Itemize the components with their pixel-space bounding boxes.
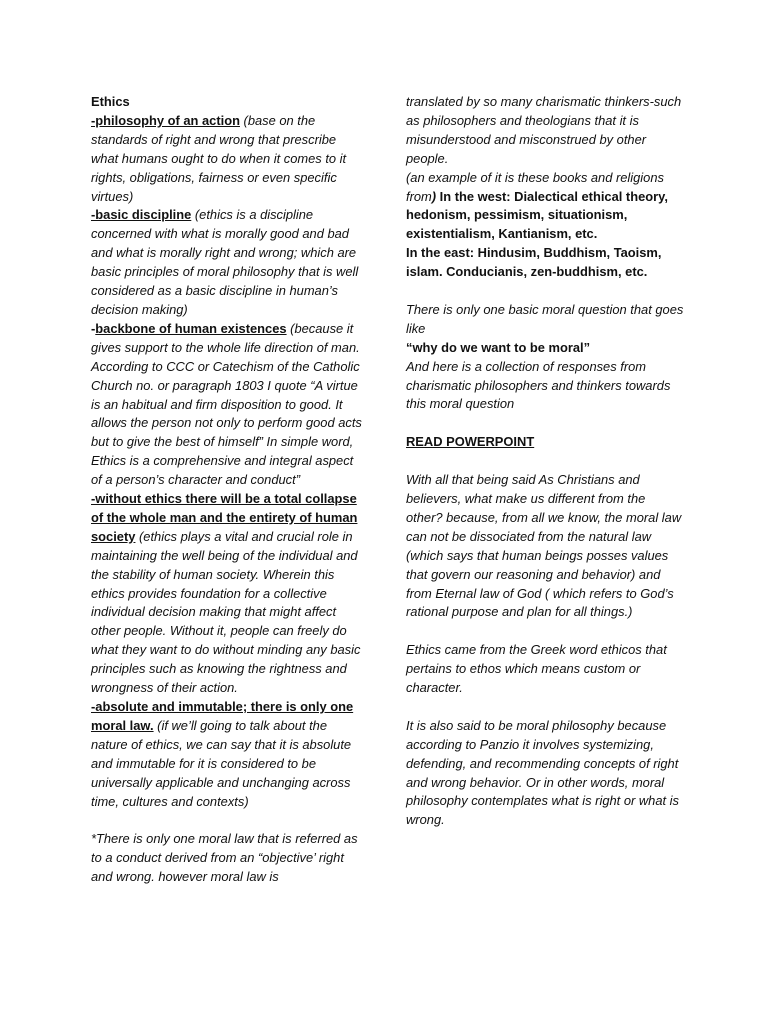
point-text: (because it gives support to the whole life direction of man. According to CCC or Catechism of the Catholic Church no. or paragraph 1803 I quote “A virtue is an habitual and firm disposition to good. It allows the person not only to perform good acts but to give the best of himself” In simple word, Ethics is a comprehensive and integral aspect of a person’s character and conduct” (91, 320, 362, 488)
document-title: Ethics (91, 94, 130, 109)
moral-law-note: *There is only one moral law that is referred as to a conduct derived from an “objective’ right and wrong. however moral law is (91, 831, 358, 885)
question-intro: There is only one basic moral question that goes like (406, 301, 684, 336)
examples-close: ) (431, 188, 437, 204)
examples-intro: (an example of it is these books and religions from (406, 169, 664, 204)
point-heading: -absolute and immutable; there is only one (91, 699, 354, 714)
point-backbone (91, 320, 363, 490)
point-text: (ethics is a discipline concerned with what is morally good and bad and what is morally right and wrong; which are basic principles of moral philosophy that is well considered as a basic discipline in human’s decision making) (91, 207, 359, 317)
point-prefix: - (91, 320, 96, 336)
point-text: (if we’ll going to talk about the nature of ethics, we can say that it is absolute and immutable for it is considered to be universally applicable and unchanging across time, cultures and contexts) (91, 717, 352, 809)
point-heading: -philosophy of an action (91, 112, 240, 128)
point-heading: -basic discipline (91, 207, 192, 223)
east-list: In the east: Hindusim, Buddhism, Taoism, islam. Conducianis, zen-buddhism, etc. (406, 245, 662, 280)
christians-paragraph: With all that being said As Christians and believers, what make us different from the other? because, from all we know, the moral law can not be dissociated from the natural law (which says that human beings posses values that govern our reasoning and behavior) and from Eternal law of God ( which refers to God’s rational purpose and plan for all things.) (406, 472, 682, 620)
west-list: In the west: Dialectical ethical theory, hedonism, pessimism, situationism, existentialism, Kantianism, etc. (406, 188, 668, 242)
point-basic-discipline (91, 206, 363, 319)
point-heading-underlined: moral law. (91, 717, 154, 733)
read-powerpoint-heading: READ POWERPOINT (406, 434, 535, 450)
right-column (406, 93, 684, 830)
continuation-paragraph: translated by so many charismatic thinkers-such as philosophers and theologians that it is misunderstood and misconstrued by other people. (406, 94, 682, 166)
point-heading: -without ethics there will be a total collapse of the whole man and the entirety of human society (91, 491, 358, 544)
examples-paragraph (406, 169, 684, 245)
origin-paragraph: Ethics came from the Greek word ethicos that pertains to ethos which means custom or character. (406, 642, 667, 696)
left-column (91, 93, 363, 887)
point-philosophy-of-action (91, 112, 363, 207)
point-without-ethics (91, 490, 363, 698)
point-text: (ethics plays a vital and crucial role in maintaining the well being of the individual and the stability of human society. Wherein this ethics provides foundation for a collective individual decision making that might affect other people. Without it, people can freely do what they want to do without minding any basic principles such as knowing the rightness and wrongness of their action. (91, 528, 361, 696)
point-heading: backbone of human existences (95, 320, 287, 336)
moral-philosophy-paragraph: It is also said to be moral philosophy because according to Panzio it involves systemizing, defending, and recommending concepts of right and wrong behavior. Or in other words, moral philosophy contemplates what is right or what is wrong. (406, 717, 679, 828)
responses-paragraph: And here is a collection of responses from charismatic philosophers and thinkers towards this moral question (406, 358, 671, 412)
point-absolute-immutable (91, 698, 363, 811)
point-text: (base on the standards of right and wrong that prescribe what humans ought to do when it comes to it rights, obligations, fairness or even specific virtues) (91, 112, 347, 204)
moral-question: “why do we want to be moral” (406, 339, 591, 355)
